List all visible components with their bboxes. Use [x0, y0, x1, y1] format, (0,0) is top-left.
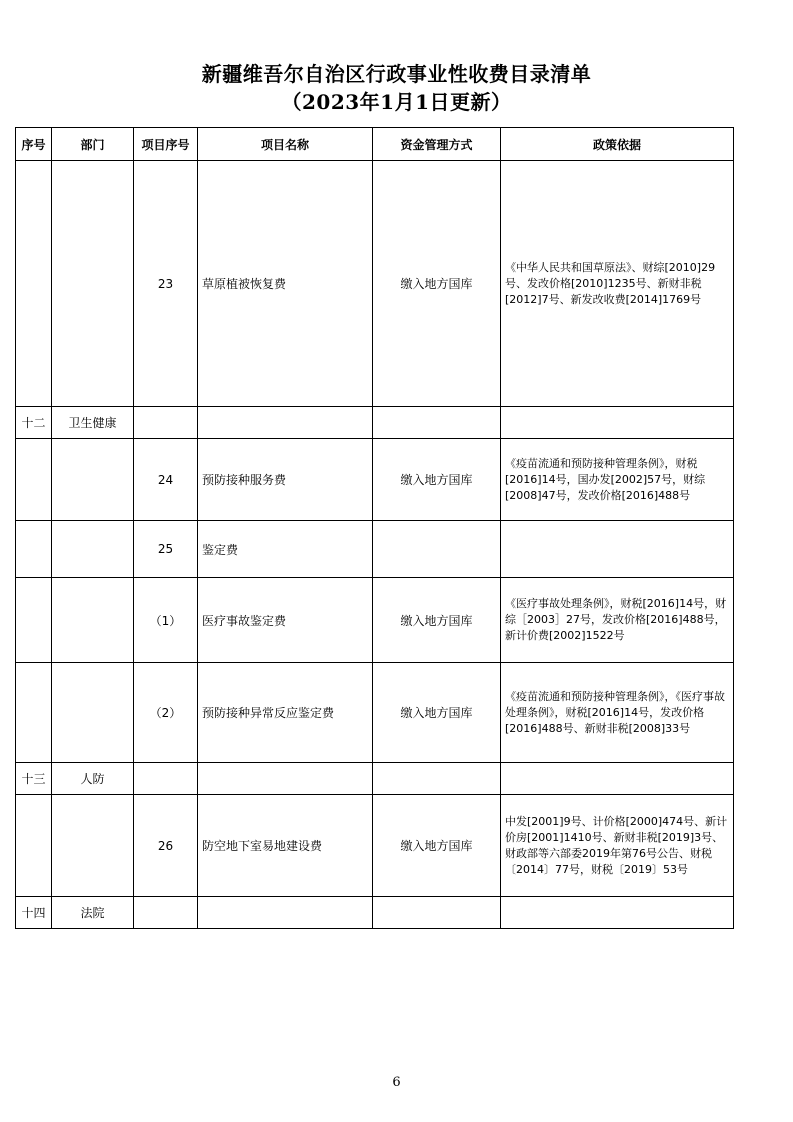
cell-department — [52, 578, 134, 663]
cell-fund-management: 缴入地方国库 — [373, 795, 501, 897]
cell-policy-basis: 《医疗事故处理条例》，财税[2016]14号，财综［2003］27号，发改价格[2016]488号，新计价费[2002]1522号 — [501, 578, 734, 663]
cell-department — [52, 663, 134, 763]
cell-fund-management: 缴入地方国库 — [373, 578, 501, 663]
cell-item-name: 预防接种服务费 — [198, 439, 373, 521]
table-row — [16, 521, 734, 578]
cell-item-seq: （2） — [134, 663, 198, 763]
cell-item-name: 鉴定费 — [198, 521, 373, 578]
table-row — [16, 439, 734, 521]
cell-department: 法院 — [52, 897, 134, 929]
cell-fund-management: 缴入地方国库 — [373, 439, 501, 521]
cell-item-name: 草原植被恢复费 — [198, 161, 373, 407]
cell-fund-management — [373, 897, 501, 929]
cell-item-name: 预防接种异常反应鉴定费 — [198, 663, 373, 763]
cell-seq — [16, 663, 52, 763]
cell-item-seq: 24 — [134, 439, 198, 521]
header-fund-management: 资金管理方式 — [373, 128, 501, 161]
cell-item-name — [198, 407, 373, 439]
cell-policy-basis: 《中华人民共和国草原法》、财综[2010]29号、发改价格[2010]1235号、新财非税[2012]7号、新发改收费[2014]1769号 — [501, 161, 734, 407]
cell-item-seq: 26 — [134, 795, 198, 897]
cell-policy-basis — [501, 521, 734, 578]
table-row — [16, 663, 734, 763]
cell-item-seq: 23 — [134, 161, 198, 407]
header-item-name: 项目名称 — [198, 128, 373, 161]
document-subtitle-date: （2023年1月1日更新） — [281, 90, 512, 114]
table-row — [16, 795, 734, 897]
cell-fund-management — [373, 763, 501, 795]
table-header-row — [16, 128, 734, 161]
cell-item-seq — [134, 407, 198, 439]
cell-seq — [16, 161, 52, 407]
cell-seq — [16, 795, 52, 897]
cell-item-seq: （1） — [134, 578, 198, 663]
cell-seq — [16, 439, 52, 521]
cell-seq: 十四 — [16, 897, 52, 929]
cell-item-name — [198, 897, 373, 929]
table-row — [16, 161, 734, 407]
cell-seq — [16, 578, 52, 663]
header-department: 部门 — [52, 128, 134, 161]
cell-item-name — [198, 763, 373, 795]
cell-fund-management — [373, 521, 501, 578]
cell-seq — [16, 521, 52, 578]
cell-policy-basis: 《疫苗流通和预防接种管理条例》，财税[2016]14号，国办发[2002]57号，财综[2008]47号，发改价格[2016]488号 — [501, 439, 734, 521]
cell-item-seq — [134, 763, 198, 795]
cell-seq: 十三 — [16, 763, 52, 795]
cell-department: 卫生健康 — [52, 407, 134, 439]
cell-policy-basis: 中发[2001]9号、计价格[2000]474号、新计价房[2001]1410号、新财非税[2019]3号、财政部等六部委2019年第76号公告、财税〔2014〕77号，财税〔2019〕53号 — [501, 795, 734, 897]
cell-item-seq — [134, 897, 198, 929]
table-row-category — [16, 407, 734, 439]
table-row-category — [16, 897, 734, 929]
page-number: 6 — [392, 1075, 401, 1090]
cell-policy-basis — [501, 407, 734, 439]
document-title: 新疆维吾尔自治区行政事业性收费目录清单 — [201, 62, 592, 86]
cell-department — [52, 795, 134, 897]
cell-department — [52, 439, 134, 521]
header-item-seq: 项目序号 — [134, 128, 198, 161]
cell-policy-basis — [501, 897, 734, 929]
cell-fund-management: 缴入地方国库 — [373, 161, 501, 407]
table-row-category — [16, 763, 734, 795]
cell-department — [52, 521, 134, 578]
header-seq: 序号 — [16, 128, 52, 161]
cell-fund-management: 缴入地方国库 — [373, 663, 501, 763]
cell-policy-basis — [501, 763, 734, 795]
cell-fund-management — [373, 407, 501, 439]
header-policy-basis: 政策依据 — [501, 128, 734, 161]
cell-item-name: 医疗事故鉴定费 — [198, 578, 373, 663]
cell-department — [52, 161, 134, 407]
cell-item-seq: 25 — [134, 521, 198, 578]
cell-department: 人防 — [52, 763, 134, 795]
cell-seq: 十二 — [16, 407, 52, 439]
fee-catalog-table — [15, 127, 734, 929]
table-row — [16, 578, 734, 663]
cell-item-name: 防空地下室易地建设费 — [198, 795, 373, 897]
cell-policy-basis: 《疫苗流通和预防接种管理条例》，《医疗事故处理条例》，财税[2016]14号，发改价格[2016]488号、新财非税[2008]33号 — [501, 663, 734, 763]
